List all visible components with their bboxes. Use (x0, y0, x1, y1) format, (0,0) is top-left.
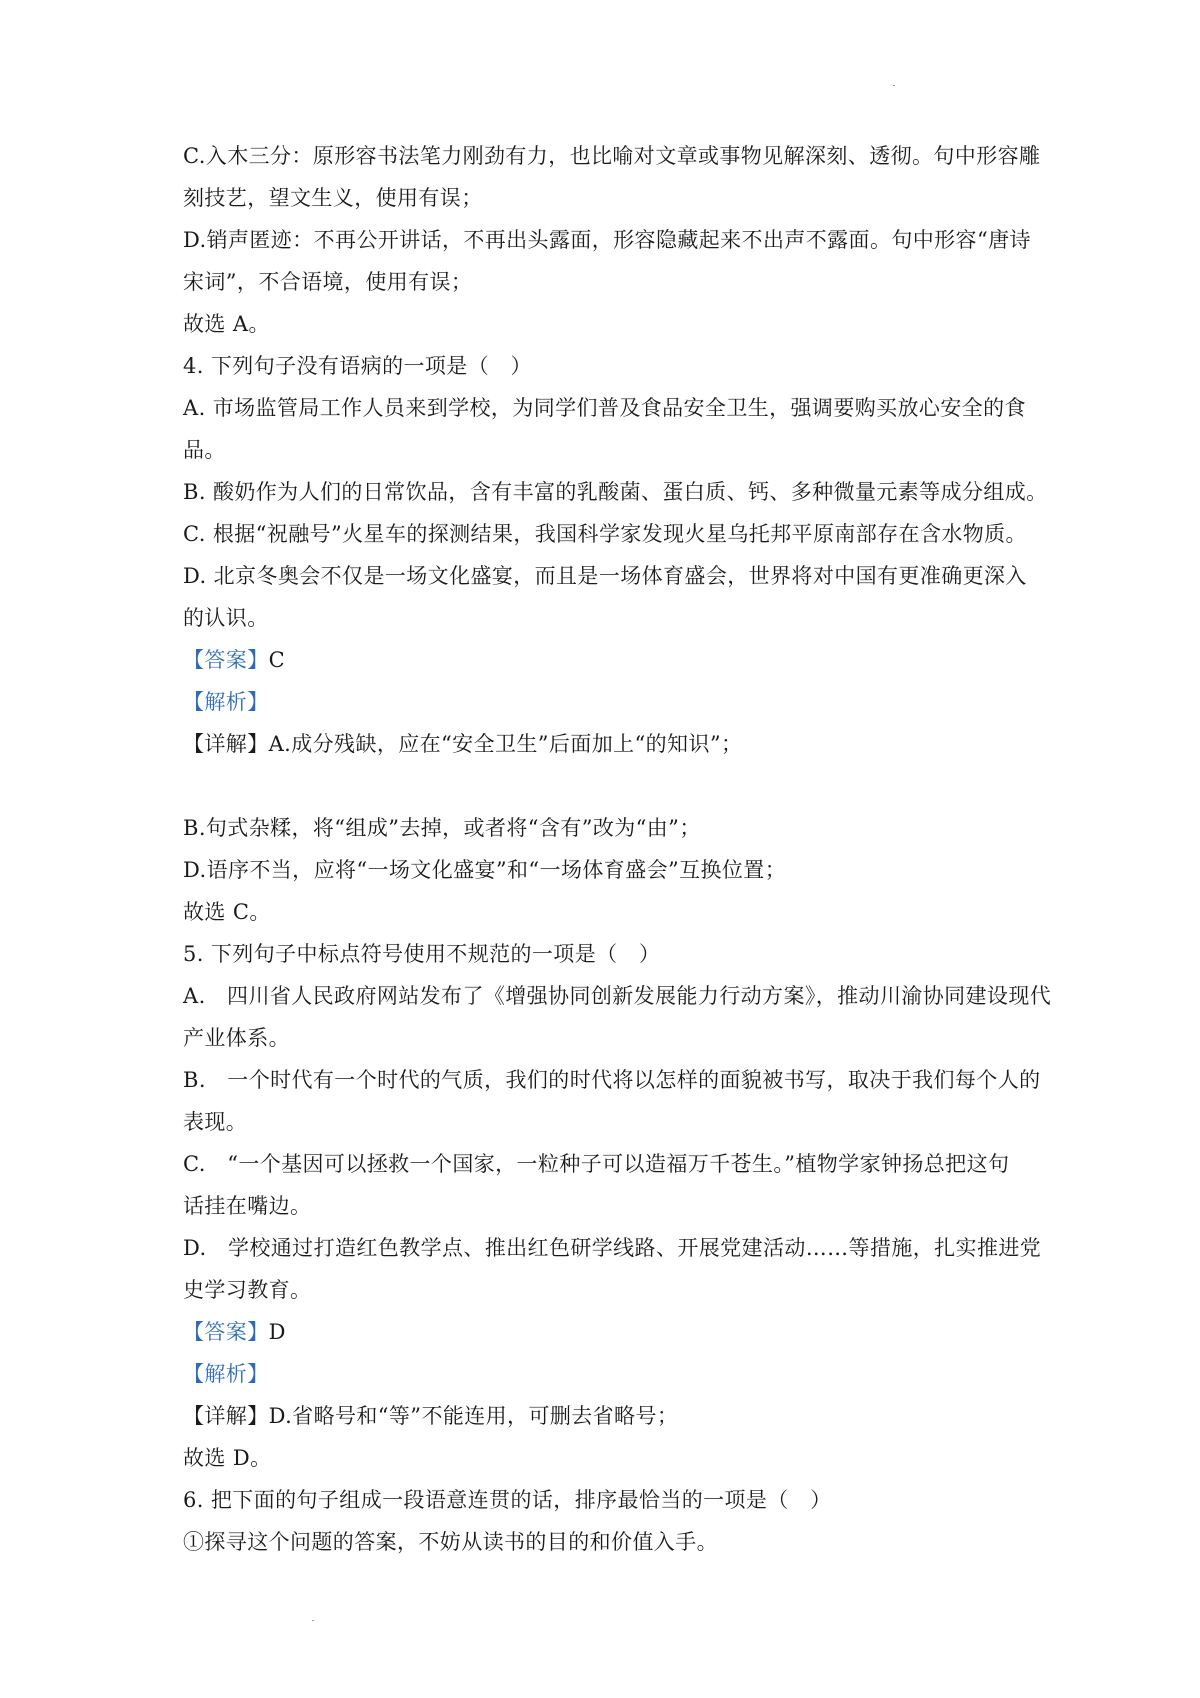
answer-tag: 【答案】 (183, 1320, 269, 1344)
text-line: C.入木三分：原形容书法笔力刚劲有力，也比喻对文章或事物见解深刻、透彻。句中形容雕 (183, 144, 1041, 168)
question-4-option-d: D. 北京冬奥会不仅是一场文化盛宴，而且是一场体育盛会，世界将对中国有更准确更深入 (183, 564, 1027, 588)
question-4-answer (183, 645, 1033, 675)
text-line: 故选 C。 (183, 900, 271, 924)
answer-value: D (268, 1320, 286, 1344)
answer-value: C (268, 648, 286, 672)
scan-speck (893, 85, 895, 86)
question-4-stem: 4. 下列句子没有语病的一项是（ ） (183, 354, 532, 378)
question-5-option-d-cont: 史学习教育。 (183, 1278, 312, 1302)
analysis-tag: 【解析】 (183, 690, 269, 714)
detail-tag: 【详解】 (183, 1404, 269, 1428)
analysis-tag: 【解析】 (183, 1362, 269, 1386)
question-5-analysis (183, 1359, 1033, 1389)
question-4-option-b: B. 酸奶作为人们的日常饮品，含有丰富的乳酸菌、蛋白质、钙、多种微量元素等成分组成。 (183, 480, 1048, 504)
detail-tag: 【详解】 (183, 732, 269, 756)
question-5-option-a-cont: 产业体系。 (183, 1026, 290, 1050)
question-6-stem: 6. 把下面的句子组成一段语意连贯的话，排序最恰当的一项是（ ） (183, 1488, 832, 1512)
detail-text: A.成分残缺，应在“安全卫生”后面加上“的知识”； (268, 732, 743, 756)
question-5-detail (183, 1401, 1033, 1431)
question-4-option-d-cont: 的认识。 (183, 606, 269, 630)
question-4-option-a-cont: 品。 (183, 438, 226, 462)
question-4-option-a: A. 市场监管局工作人员来到学校，为同学们普及食品安全卫生，强调要购买放心安全的食 (183, 396, 1026, 420)
question-5-stem: 5. 下列句子中标点符号使用不规范的一项是（ ） (183, 942, 661, 966)
question-6-sentence-1: ①探寻这个问题的答案，不妨从读书的目的和价值入手。 (183, 1530, 718, 1554)
answer-tag: 【答案】 (183, 648, 269, 672)
question-5-option-d: D. 学校通过打造红色教学点、推出红色研学线路、开展党建活动……等措施，扎实推进党 (183, 1236, 1042, 1260)
text-line: B.句式杂糅，将“组成”去掉，或者将“含有”改为“由”； (183, 816, 701, 840)
question-5-option-b-cont: 表现。 (183, 1110, 248, 1134)
text-line: D.语序不当，应将“一场文化盛宴”和“一场体育盛会”互换位置； (183, 858, 787, 882)
question-5-option-a: A. 四川省人民政府网站发布了《增强协同创新发展能力行动方案》，推动川渝协同建设现代 (183, 984, 1052, 1008)
text-line: 宋词”，不合语境，使用有误； (183, 270, 473, 294)
text-line: 故选 A。 (183, 312, 270, 336)
text-line: 刻技艺，望文生义，使用有误； (183, 186, 483, 210)
text-line: D.销声匿迹：不再公开讲话，不再出头露面，形容隐藏起来不出声不露面。句中形容“唐诗 (183, 228, 1031, 252)
text-line: 故选 D。 (183, 1446, 272, 1470)
question-4-analysis (183, 687, 1033, 717)
question-4-detail (183, 729, 1033, 759)
question-5-option-c-cont: 话挂在嘴边。 (183, 1194, 312, 1218)
scan-speck (312, 1620, 314, 1621)
question-5-option-c: C. “一个基因可以拯救一个国家，一粒种子可以造福万千苍生。”植物学家钟扬总把这句 (183, 1152, 1010, 1176)
question-5-answer (183, 1317, 1033, 1347)
question-4-option-c: C. 根据“祝融号”火星车的探测结果，我国科学家发现火星乌托邦平原南部存在含水物质。 (183, 522, 1027, 546)
detail-text: D.省略号和“等”不能连用，可删去省略号； (268, 1404, 679, 1428)
question-5-option-b: B. 一个时代有一个时代的气质，我们的时代将以怎样的面貌被书写，取决于我们每个人的 (183, 1068, 1041, 1092)
